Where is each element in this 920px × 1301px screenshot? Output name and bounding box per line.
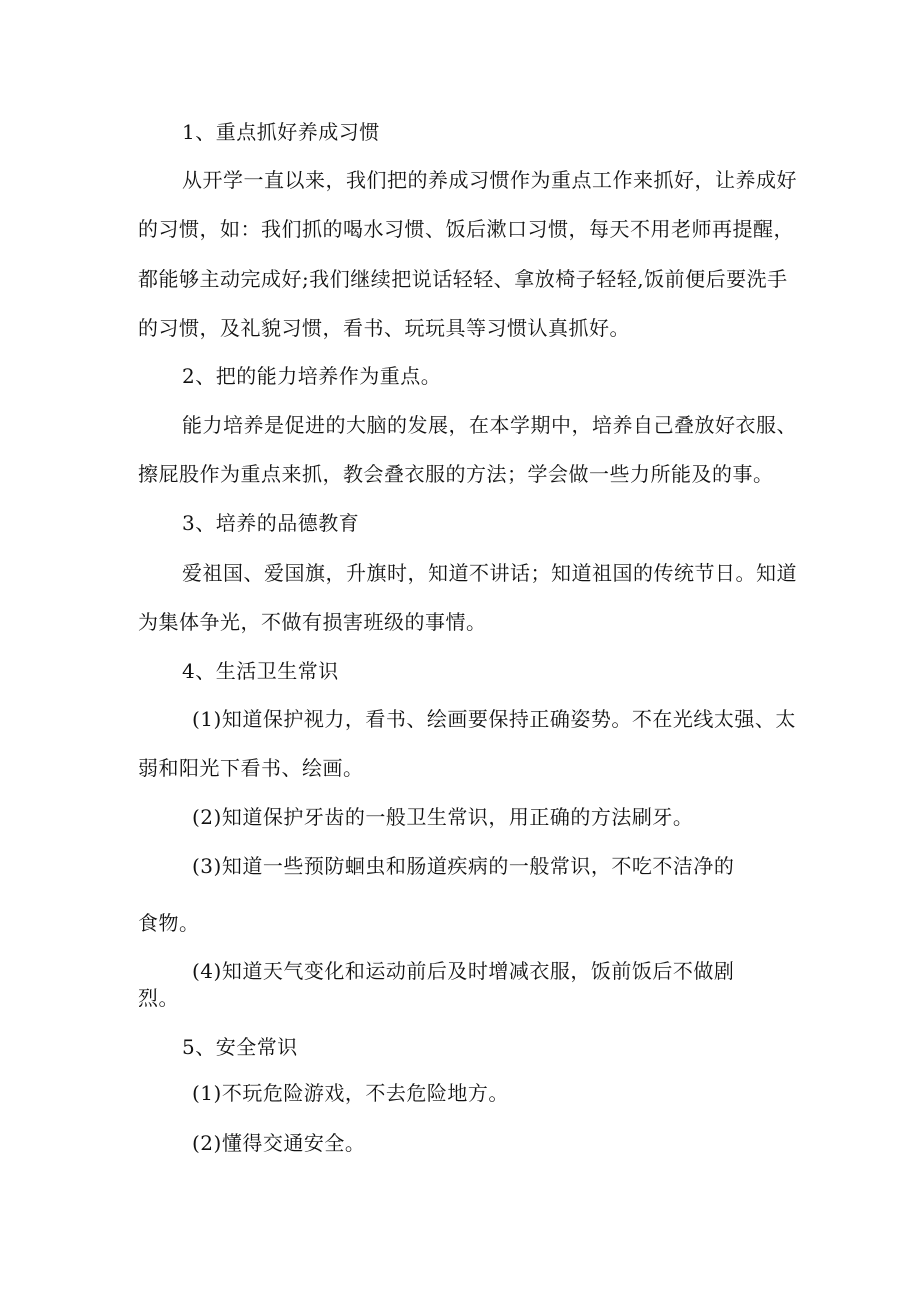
paragraph-line: 的习惯，及礼貌习惯，看书、玩玩具等习惯认真抓好。 [138, 316, 630, 340]
list-item-line: (4)知道天气变化和运动前后及时增减衣服，饭前饭后不做剧 [192, 959, 735, 983]
section-heading-2: 2、把的能力培养作为重点。 [182, 364, 442, 388]
paragraph-line: 的习惯，如：我们抓的喝水习惯、饭后漱口习惯，每天不用老师再提醒， [138, 217, 794, 241]
section-heading-3: 3、培养的品德教育 [182, 511, 360, 535]
section-heading-1: 1、重点抓好养成习惯 [182, 120, 380, 144]
list-item-line: 弱和阳光下看书、绘画。 [138, 756, 364, 780]
paragraph-line: 能力培养是促进的大脑的发展，在本学期中，培养自己叠放好衣服、 [182, 413, 797, 437]
section-heading-4: 4、生活卫生常识 [182, 659, 339, 683]
paragraph-line: 都能够主动完成好;我们继续把说话轻轻、拿放椅子轻轻,饭前便后要洗手 [138, 267, 788, 291]
paragraph-line: 爱祖国、爱国旗，升旗时，知道不讲话；知道祖国的传统节日。知道 [182, 561, 797, 585]
list-item-line: (1)不玩危险游戏，不去危险地方。 [192, 1081, 509, 1105]
section-heading-5: 5、安全常识 [182, 1035, 298, 1059]
paragraph-line: 擦屁股作为重点来抓，教会叠衣服的方法；学会做一些力所能及的事。 [138, 462, 774, 486]
list-item-line: (1)知道保护视力，看书、绘画要保持正确姿势。不在光线太强、太 [192, 707, 796, 731]
list-item-line: 食物。 [138, 911, 200, 935]
list-item-line: (2)懂得交通安全。 [192, 1131, 366, 1155]
list-item-line: (3)知道一些预防蛔虫和肠道疾病的一般常识，不吃不洁净的 [192, 854, 735, 878]
paragraph-line: 从开学一直以来，我们把的养成习惯作为重点工作来抓好，让养成好 [182, 168, 797, 192]
list-item-line: (2)知道保护牙齿的一般卫生常识，用正确的方法刷牙。 [192, 805, 694, 829]
list-item-line: 烈。 [138, 986, 179, 1010]
paragraph-line: 为集体争光，不做有损害班级的事情。 [138, 610, 487, 634]
